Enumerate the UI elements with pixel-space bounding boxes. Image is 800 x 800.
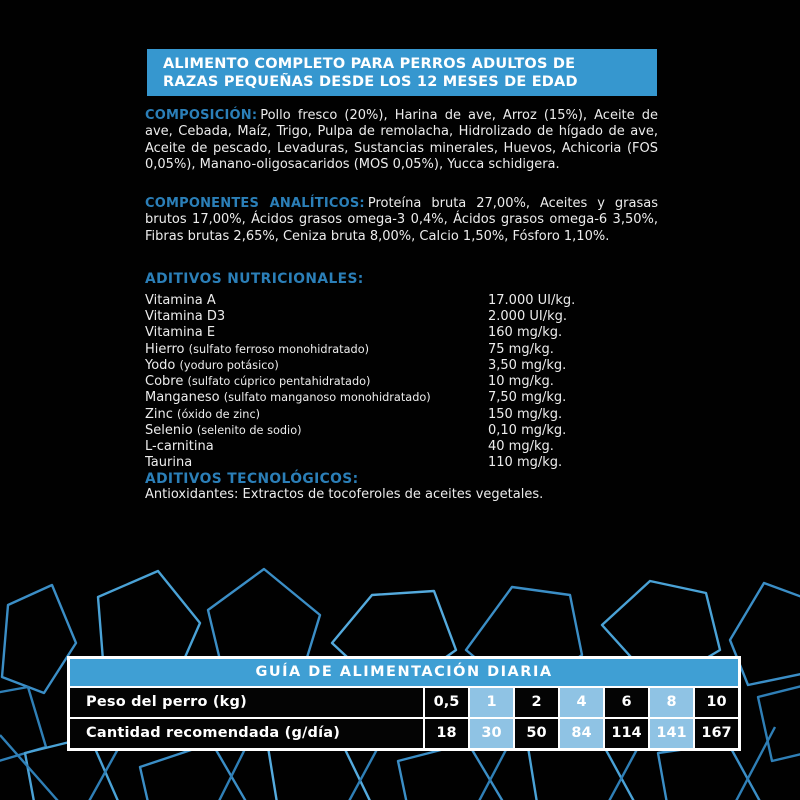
product-title-line1: ALIMENTO COMPLETO PARA PERROS ADULTOS DE — [163, 56, 576, 72]
feeding-value-cell: 84 — [560, 719, 603, 748]
analytical-components-paragraph — [145, 196, 658, 245]
additive-value: 75 mg/kg. — [488, 341, 554, 357]
additive-name: L-carnitina — [145, 438, 214, 454]
feeding-value-cell: 114 — [605, 719, 648, 748]
additive-row — [145, 358, 658, 374]
additive-name-cell — [145, 390, 488, 406]
additive-name-cell — [145, 358, 488, 374]
nutritional-additives-list — [145, 293, 658, 471]
additive-row — [145, 325, 658, 341]
additive-row — [145, 374, 658, 390]
additive-name-cell — [145, 293, 488, 309]
technological-additives-text: Antioxidantes: Extractos de tocoferoles de aceites vegetales. — [145, 487, 544, 503]
additive-name: Zinc — [145, 406, 173, 422]
composition-text: Pollo fresco (20%), Harina de ave, Arroz (15%), Aceite de ave, Cebada, Maíz, Trigo, Pulpa de remolacha, Hidrolizado de hígado de ave, Aceite de pescado, Levaduras, Sustancias minerales, Huevos, Achicoria (FOS 0,05%), Manano-oligosacaridos (MOS 0,05%), Yucca schidigera. — [145, 108, 658, 172]
additive-detail: (sulfato cúprico pentahidratado) — [187, 375, 371, 389]
feeding-row-label: Peso del perro (kg) — [70, 688, 423, 717]
additive-name-cell — [145, 423, 488, 439]
additive-name-cell — [145, 407, 488, 423]
additive-name-cell — [145, 439, 488, 455]
additive-name-cell — [145, 374, 488, 390]
composition-label: COMPOSICIÓN: — [145, 108, 258, 123]
feeding-value-cell: 1 — [470, 688, 513, 717]
additive-value: 110 mg/kg. — [488, 455, 563, 471]
feeding-value-cell: 0,5 — [425, 688, 468, 717]
additive-value: 160 mg/kg. — [488, 325, 563, 341]
additive-name: Vitamina A — [145, 293, 216, 309]
additive-row — [145, 390, 658, 406]
analytical-components-label: COMPONENTES ANALÍTICOS: — [145, 196, 365, 212]
additive-name-cell — [145, 455, 488, 471]
additive-row — [145, 455, 658, 471]
feeding-value-cell: 141 — [650, 719, 693, 748]
feeding-value-cell: 167 — [695, 719, 738, 748]
additive-name: Yodo — [145, 357, 176, 373]
additive-detail: (selenito de sodio) — [196, 423, 302, 437]
additive-detail: (sulfato manganoso monohidratado) — [223, 391, 431, 405]
additive-value: 17.000 UI/kg. — [488, 293, 576, 309]
additive-row — [145, 423, 658, 439]
feeding-value-cell: 6 — [605, 688, 648, 717]
additive-value: 7,50 mg/kg. — [488, 390, 567, 406]
additive-name: Taurina — [145, 455, 193, 471]
feeding-value-cell: 18 — [425, 719, 468, 748]
additive-value: 10 mg/kg. — [488, 374, 554, 390]
additive-row — [145, 293, 658, 309]
additive-row — [145, 342, 658, 358]
feeding-row-label: Cantidad recomendada (g/día) — [70, 719, 423, 748]
additive-name: Selenio — [145, 422, 193, 438]
feeding-guide-title: GUÍA DE ALIMENTACIÓN DIARIA — [70, 659, 738, 686]
label-content — [145, 108, 658, 504]
analytical-components-text: Proteína bruta 27,00%, Aceites y grasas brutos 17,00%, Ácidos grasos omega-3 0,4%, Ácidos grasos omega-6 3,50%, Fibras brutas 2,65%, Ceniza bruta 8,00%, Calcio 1,50%, Fósforo 1,10%. — [145, 196, 658, 244]
additive-value: 2.000 UI/kg. — [488, 309, 567, 325]
composition-paragraph — [145, 108, 658, 173]
feeding-guide-table — [67, 656, 741, 751]
additive-name: Hierro — [145, 341, 185, 357]
nutritional-additives-heading: ADITIVOS NUTRICIONALES: — [145, 271, 364, 288]
additive-name: Manganeso — [145, 390, 220, 406]
product-title-line2: RAZAS PEQUEÑAS DESDE LOS 12 MESES DE EDAD — [163, 74, 578, 90]
feeding-value-cell: 8 — [650, 688, 693, 717]
additive-value: 3,50 mg/kg. — [488, 357, 567, 373]
additive-name: Vitamina E — [145, 325, 216, 341]
additive-detail: (yoduro potásico) — [179, 358, 279, 372]
feeding-value-cell: 10 — [695, 688, 738, 717]
additive-name: Cobre — [145, 374, 184, 390]
additive-row — [145, 407, 658, 423]
additive-detail: (sulfato ferroso monohidratado) — [188, 342, 370, 356]
feeding-value-cell: 2 — [515, 688, 558, 717]
technological-additives-heading: ADITIVOS TECNOLÓGICOS: — [145, 471, 359, 488]
additive-detail: (óxido de zinc) — [177, 407, 261, 421]
feeding-value-cell: 4 — [560, 688, 603, 717]
product-title-banner — [147, 49, 657, 96]
feeding-value-cell: 30 — [470, 719, 513, 748]
additive-row — [145, 439, 658, 455]
additive-value: 0,10 mg/kg. — [488, 422, 567, 438]
feeding-value-cell: 50 — [515, 719, 558, 748]
additive-name-cell — [145, 325, 488, 341]
additive-value: 40 mg/kg. — [488, 438, 554, 454]
additive-name-cell — [145, 309, 488, 325]
additive-row — [145, 309, 658, 325]
additive-value: 150 mg/kg. — [488, 406, 563, 422]
additive-name-cell — [145, 342, 488, 358]
additive-name: Vitamina D3 — [145, 309, 226, 325]
